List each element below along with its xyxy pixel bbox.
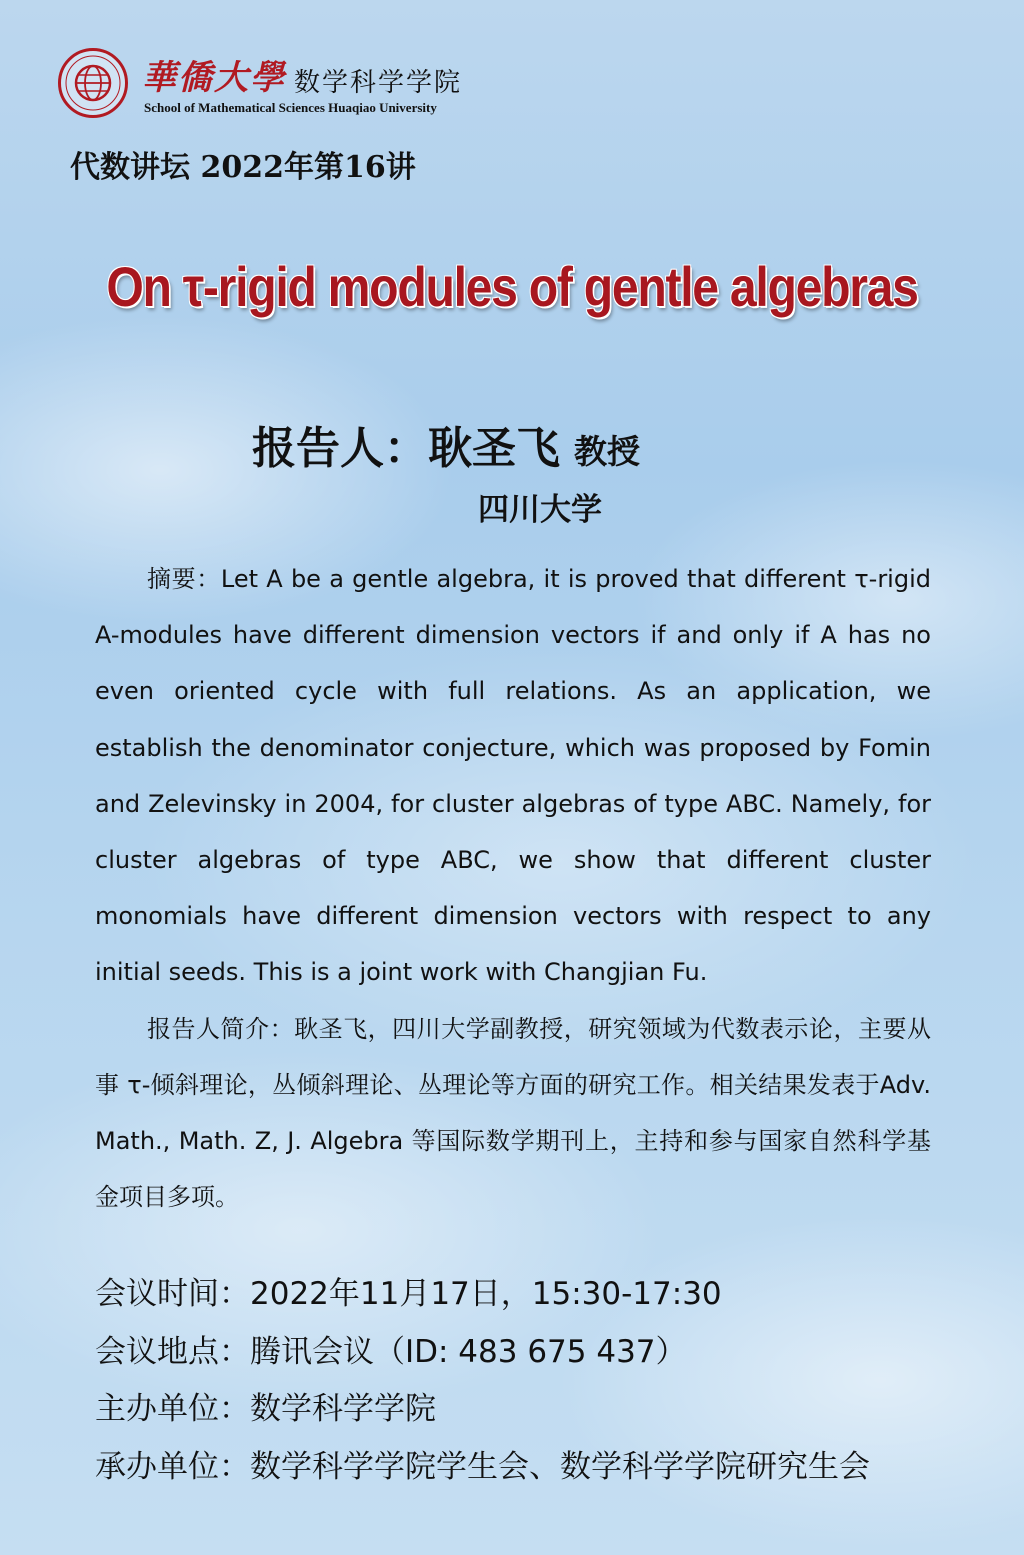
abstract-paragraph: 摘要：Let A be a gentle algebra, it is proved that different τ-rigid A-modules have different dimension vectors if and only if A has no even oriented cycle with full relations. As an application, we establish the denominator conjecture, which was proposed by Fomin and Zelevinsky in 2004, for cluster algebras of type ABC. Namely, for cluster algebras of type ABC, we show that different cluster monomials have different dimension vectors with respect to any initial seeds. This is a joint work with Changjian Fu. xyxy=(95,565,931,987)
body-text xyxy=(95,551,931,1225)
host-unit: 主办单位：数学科学学院 xyxy=(95,1391,436,1427)
header xyxy=(58,48,518,116)
speaker-affiliation: 四川大学 xyxy=(478,492,602,528)
university-calligraphy-name: 華僑大學 xyxy=(142,58,286,98)
university-seal-logo xyxy=(58,48,128,118)
meeting-time: 会议时间：2022年11月17日，15:30-17:30 xyxy=(95,1276,722,1312)
school-name-english: School of Mathematical Sciences Huaqiao University xyxy=(144,100,437,115)
speaker-line xyxy=(252,412,640,476)
meeting-place: 会议地点：腾讯会议（ID: 483 675 437） xyxy=(95,1333,687,1370)
globe-icon xyxy=(61,51,125,115)
speaker-bio-paragraph: 报告人简介：耿圣飞，四川大学副教授，研究领域为代数表示论，主要从事 τ-倾斜理论，丛倾斜理论、丛理论等方面的研究工作。相关结果发表于Adv. Math., Math. Z, J. Algebra 等国际数学期刊上，主持和参与国家自然科学基金项目多项。 xyxy=(95,1014,931,1212)
school-name-chinese: 数学科学学院 xyxy=(294,68,463,98)
speaker-name: 报告人：耿圣飞 xyxy=(252,423,560,474)
forum-series-label: 代数讲坛 2022年第16讲 xyxy=(70,150,416,185)
talk-title: On τ-rigid modules of gentle algebras xyxy=(106,255,918,318)
meeting-info xyxy=(95,1266,870,1496)
speaker-rank: 教授 xyxy=(574,432,640,471)
organizer-unit: 承办单位：数学科学学院学生会、数学科学学院研究生会 xyxy=(95,1448,870,1485)
